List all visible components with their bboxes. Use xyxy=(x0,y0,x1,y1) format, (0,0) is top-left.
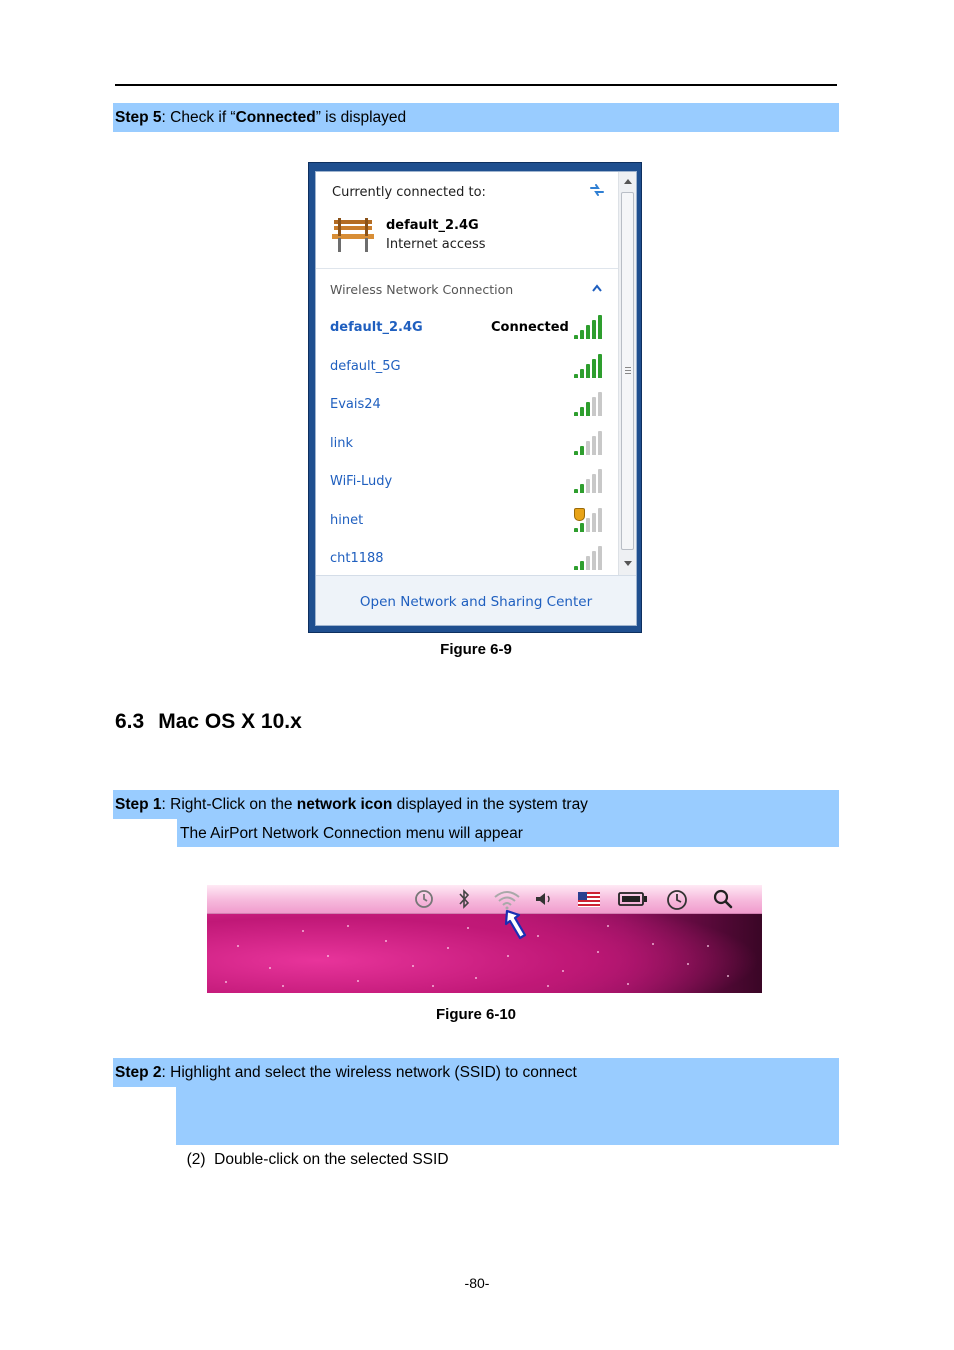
currently-connected-label: Currently connected to: xyxy=(332,185,486,200)
mac-menubar-screenshot xyxy=(207,885,762,993)
refresh-icon[interactable] xyxy=(588,182,606,198)
signal-bar xyxy=(574,528,578,532)
background-star xyxy=(282,985,284,987)
background-star xyxy=(562,970,564,972)
scroll-up-arrow-icon[interactable] xyxy=(623,177,633,185)
step2-item-2: (2) Double-click on the selected SSID xyxy=(186,1151,449,1168)
scrollbar-thumb[interactable] xyxy=(621,192,634,550)
signal-bar xyxy=(592,551,596,570)
signal-bar xyxy=(598,546,602,570)
step2-band xyxy=(113,1058,839,1087)
background-star xyxy=(347,925,349,927)
signal-bar xyxy=(586,364,590,378)
step5-band xyxy=(113,103,839,132)
signal-bar xyxy=(592,436,596,455)
background-star xyxy=(597,951,599,953)
scrollbar[interactable] xyxy=(618,172,637,575)
signal-bar xyxy=(586,402,590,416)
signal-bar xyxy=(598,392,602,416)
background-star xyxy=(302,930,304,932)
current-network-status: Internet access xyxy=(386,237,486,252)
network-item-name[interactable]: cht1188 xyxy=(330,551,384,566)
background-star xyxy=(547,985,549,987)
background-star xyxy=(537,935,539,937)
signal-bar xyxy=(592,474,596,493)
signal-bar xyxy=(592,513,596,532)
background-star xyxy=(507,955,509,957)
background-star xyxy=(237,945,239,947)
signal-bar xyxy=(586,556,590,570)
network-item-name[interactable]: hinet xyxy=(330,513,364,528)
background-star xyxy=(269,967,271,969)
network-item-name[interactable]: link xyxy=(330,436,353,451)
figure2-caption: Figure 6-10 xyxy=(435,1006,517,1023)
header-rule xyxy=(115,84,837,86)
pointer-arrow-icon xyxy=(501,907,531,943)
section-number: 6.3 xyxy=(115,710,145,733)
signal-bar xyxy=(598,315,602,339)
signal-bar xyxy=(598,508,602,532)
background-star xyxy=(225,981,227,983)
step5-emph: Connected xyxy=(235,109,316,126)
signal-bar xyxy=(580,407,584,416)
signal-bar xyxy=(580,446,584,455)
step5-text-after: ” is displayed xyxy=(315,109,407,126)
signal-bar xyxy=(580,330,584,339)
section-title-text: Mac OS X 10.x xyxy=(158,710,302,733)
step1-label: Step 1 xyxy=(115,796,162,813)
step2-text: : Highlight and select the wireless network (SSID) to connect xyxy=(161,1064,577,1081)
scroll-down-arrow-icon[interactable] xyxy=(623,560,633,568)
signal-bar xyxy=(598,354,602,378)
signal-bar xyxy=(586,325,590,339)
network-item-status: Connected xyxy=(491,320,569,335)
signal-bar xyxy=(574,451,578,455)
step5-label: Step 5 xyxy=(115,109,162,126)
network-item-name[interactable]: default_2.4G xyxy=(330,320,423,335)
bluetooth-icon[interactable] xyxy=(457,888,471,910)
spotlight-icon[interactable] xyxy=(712,888,734,910)
background-star xyxy=(707,945,709,947)
signal-bar xyxy=(574,412,578,416)
us-flag-icon[interactable] xyxy=(578,892,600,907)
signal-strength-icon xyxy=(574,546,604,570)
step1-text-after: displayed in the system tray xyxy=(392,796,588,813)
volume-icon[interactable] xyxy=(534,890,554,908)
popup-footer xyxy=(316,575,636,626)
signal-strength-icon xyxy=(574,469,604,493)
signal-bar xyxy=(586,479,590,493)
step2-band-item2 xyxy=(176,1116,839,1168)
step5-text-before: : Check if “ xyxy=(161,109,236,126)
step1-band xyxy=(113,790,839,819)
background-star xyxy=(385,940,387,942)
background-star xyxy=(607,925,609,927)
step2-band-item1 xyxy=(176,1087,839,1116)
signal-bar xyxy=(598,431,602,455)
security-shield-icon xyxy=(574,508,585,521)
step2-label: Step 2 xyxy=(115,1064,162,1081)
clock-icon[interactable] xyxy=(665,888,689,912)
background-star xyxy=(327,955,329,957)
background-star xyxy=(475,977,477,979)
signal-bar xyxy=(574,374,578,378)
signal-bar xyxy=(574,566,578,570)
background-star xyxy=(357,980,359,982)
current-connection-area xyxy=(316,172,618,269)
mac-menubar xyxy=(207,885,762,914)
section-title: Wireless Network Connection xyxy=(330,282,514,297)
signal-strength-icon xyxy=(574,392,604,416)
step1-band-line2 xyxy=(177,819,839,847)
step1-line2: The AirPort Network Connection menu will appear xyxy=(180,825,523,842)
figure1-caption: Figure 6-9 xyxy=(440,641,512,658)
background-star xyxy=(467,927,469,929)
background-star xyxy=(652,943,654,945)
network-item-name[interactable]: Evais24 xyxy=(330,397,381,412)
background-star xyxy=(432,985,434,987)
background-star xyxy=(412,965,414,967)
signal-strength-icon xyxy=(574,354,604,378)
network-item-name[interactable]: WiFi-Ludy xyxy=(330,474,393,489)
open-network-sharing-center-link[interactable]: Open Network and Sharing Center xyxy=(359,594,593,610)
network-item-name[interactable]: default_5G xyxy=(330,359,401,374)
signal-bar xyxy=(598,469,602,493)
time-machine-icon[interactable] xyxy=(413,888,435,910)
signal-bar xyxy=(592,397,596,416)
signal-bar xyxy=(586,441,590,455)
signal-bar xyxy=(574,335,578,339)
network-popup-panel xyxy=(315,171,637,626)
chevron-up-icon[interactable] xyxy=(591,284,603,292)
background-star xyxy=(627,983,629,985)
signal-strength-icon xyxy=(574,508,604,532)
network-popup-window xyxy=(308,162,642,633)
signal-strength-icon xyxy=(574,315,604,339)
battery-icon[interactable] xyxy=(617,891,649,907)
signal-bar xyxy=(580,561,584,570)
current-network-name: default_2.4G xyxy=(386,218,479,233)
background-star xyxy=(727,975,729,977)
signal-bar xyxy=(580,523,584,532)
step1-text-before: : Right-Click on the xyxy=(161,796,297,813)
signal-strength-icon xyxy=(574,431,604,455)
signal-bar xyxy=(592,320,596,339)
signal-bar xyxy=(580,369,584,378)
bench-icon xyxy=(330,214,376,254)
signal-bar xyxy=(586,518,590,532)
signal-bar xyxy=(580,484,584,493)
section-heading xyxy=(115,710,302,734)
background-star xyxy=(447,947,449,949)
signal-bar xyxy=(592,359,596,378)
signal-bar xyxy=(574,489,578,493)
step1-emph: network icon xyxy=(296,796,393,813)
page-number: -80- xyxy=(464,1275,490,1291)
background-star xyxy=(687,963,689,965)
